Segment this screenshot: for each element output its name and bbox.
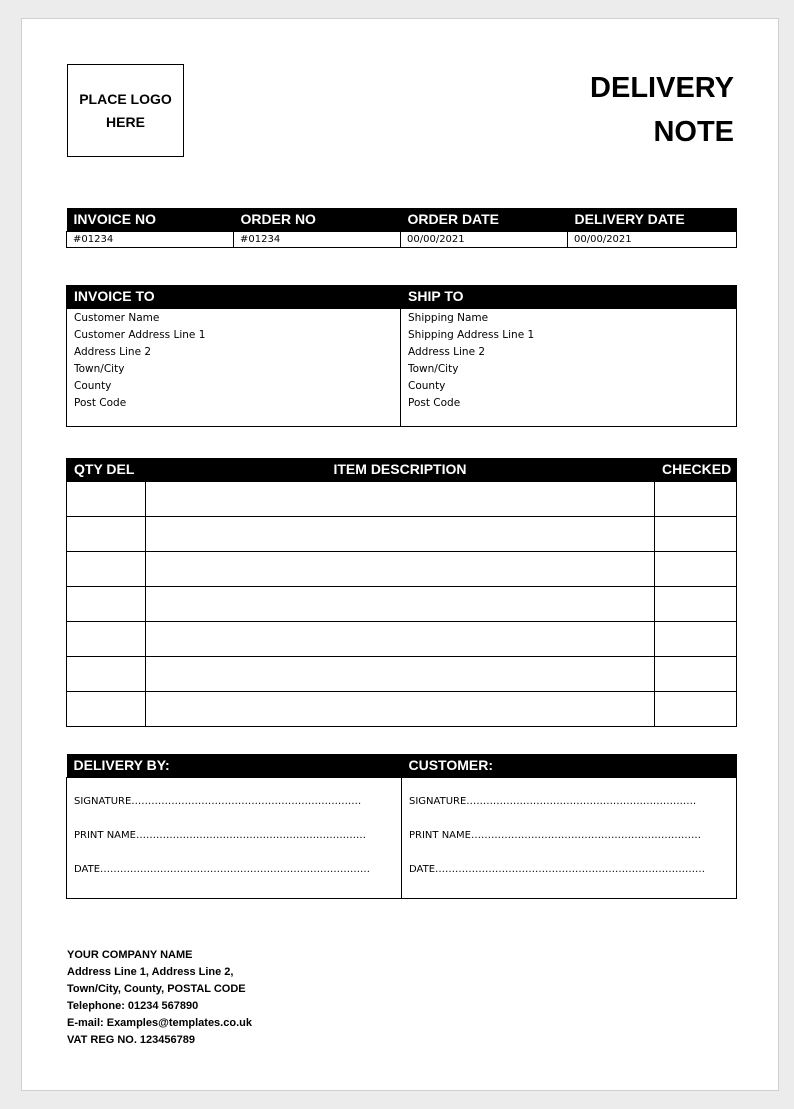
table-row [67,621,737,656]
delivery-date-value[interactable]: 00/00/2021 [568,231,737,247]
ship-to-town: Town/City [408,362,459,375]
checked-cell[interactable] [655,551,737,586]
delivery-by-header: DELIVERY BY: [67,754,402,777]
signature-table [66,754,737,899]
delivery-date-header: DELIVERY DATE [568,208,737,231]
table-row [67,481,737,516]
qty-cell[interactable] [67,481,146,516]
description-cell[interactable] [146,586,655,621]
order-date-value[interactable]: 00/00/2021 [401,231,568,247]
company-details [67,947,252,1049]
qty-cell[interactable] [67,551,146,586]
document-title [590,66,734,154]
qty-del-header: QTY DEL [67,458,146,481]
invoice-to-address-line1: Customer Address Line 1 [74,328,206,341]
delivery-by-section [67,777,402,898]
invoice-to-address-line2: Address Line 2 [74,345,152,358]
logo-text-line2: HERE [106,113,145,130]
description-cell[interactable] [146,481,655,516]
table-row [67,656,737,691]
checked-cell[interactable] [655,516,737,551]
title-line1: DELIVERY [590,72,734,104]
delivery-print-name-line[interactable]: PRINT NAME…………………………………………………………… [74,829,366,841]
order-no-value[interactable]: #01234 [234,231,401,247]
ship-to-address-line2: Address Line 2 [408,345,486,358]
company-address-line2: Town/City, County, POSTAL CODE [67,983,246,995]
ship-to-county: County [408,379,446,392]
description-cell[interactable] [146,656,655,691]
description-cell[interactable] [146,551,655,586]
checked-cell[interactable] [655,586,737,621]
ship-to-header: SHIP TO [401,285,737,308]
ship-to-address-line1: Shipping Address Line 1 [408,328,535,341]
invoice-no-value[interactable]: #01234 [67,231,234,247]
delivery-date-line[interactable]: DATE……………………………………………………………………… [74,863,371,875]
title-line2: NOTE [653,116,734,148]
company-vat: VAT REG NO. 123456789 [67,1034,195,1046]
customer-print-name-line[interactable]: PRINT NAME…………………………………………………………… [409,829,701,841]
invoice-no-header: INVOICE NO [67,208,234,231]
ship-to-address[interactable] [401,308,737,426]
qty-cell[interactable] [67,586,146,621]
description-cell[interactable] [146,516,655,551]
logo-text-line1: PLACE LOGO [79,90,172,107]
checked-header: CHECKED [655,458,737,481]
company-telephone: Telephone: 01234 567890 [67,1000,199,1012]
address-table [66,285,737,427]
invoice-to-postcode: Post Code [74,396,127,409]
table-row [67,516,737,551]
company-email: E-mail: Examples@templates.co.uk [67,1017,252,1029]
invoice-to-header: INVOICE TO [67,285,401,308]
order-meta-table [66,208,737,248]
item-description-header: ITEM DESCRIPTION [146,458,655,481]
table-row [67,586,737,621]
ship-to-postcode: Post Code [408,396,461,409]
delivery-signature-line[interactable]: SIGNATURE…………………………………………………………… [74,795,362,807]
company-name: YOUR COMPANY NAME [67,949,193,961]
invoice-to-name: Customer Name [74,311,160,324]
checked-cell[interactable] [655,481,737,516]
qty-cell[interactable] [67,691,146,726]
invoice-to-town: Town/City [74,362,125,375]
customer-section [402,777,737,898]
customer-signature-line[interactable]: SIGNATURE…………………………………………………………… [409,795,697,807]
items-table [66,458,737,727]
customer-header: CUSTOMER: [402,754,737,777]
qty-cell[interactable] [67,621,146,656]
table-row [67,551,737,586]
company-address-line1: Address Line 1, Address Line 2, [67,966,234,978]
description-cell[interactable] [146,621,655,656]
table-row [67,691,737,726]
checked-cell[interactable] [655,656,737,691]
order-date-header: ORDER DATE [401,208,568,231]
customer-date-line[interactable]: DATE……………………………………………………………………… [409,863,706,875]
ship-to-name: Shipping Name [408,311,489,324]
invoice-to-address[interactable] [67,308,401,426]
invoice-to-county: County [74,379,112,392]
description-cell[interactable] [146,691,655,726]
checked-cell[interactable] [655,691,737,726]
qty-cell[interactable] [67,656,146,691]
logo-placeholder[interactable] [67,64,184,157]
document-page [21,18,779,1091]
qty-cell[interactable] [67,516,146,551]
checked-cell[interactable] [655,621,737,656]
order-no-header: ORDER NO [234,208,401,231]
